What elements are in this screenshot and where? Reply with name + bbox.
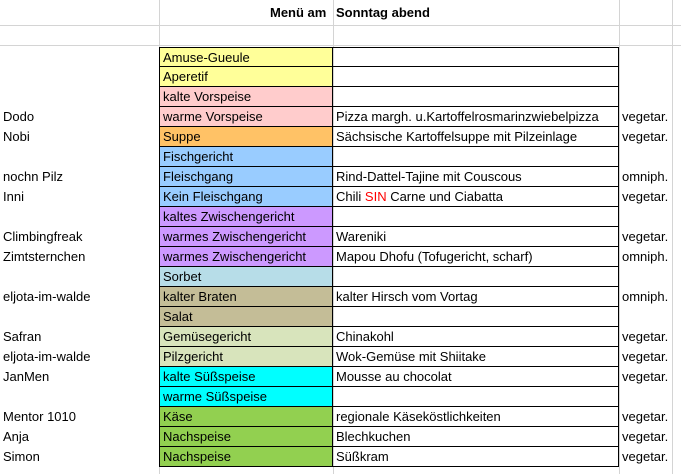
dish-cell[interactable] <box>333 67 619 87</box>
name-cell[interactable] <box>0 267 159 287</box>
dish-text: Chili <box>336 189 365 204</box>
course-cell[interactable]: Nachspeise <box>159 427 333 447</box>
title-part-2[interactable]: Sonntag abend <box>336 5 430 20</box>
name-cell[interactable] <box>0 307 159 327</box>
course-cell[interactable]: Sorbet <box>159 267 333 287</box>
course-cell[interactable]: warme Vorspeise <box>159 107 333 127</box>
dish-cell[interactable] <box>333 87 619 107</box>
dish-text: Carne und Ciabatta <box>386 189 503 204</box>
dish-cell[interactable] <box>333 187 619 207</box>
table-row <box>0 67 681 87</box>
diet-type-cell[interactable] <box>619 207 681 227</box>
table-row <box>0 407 681 427</box>
name-cell[interactable] <box>0 387 159 407</box>
table-row <box>0 247 681 267</box>
dish-cell[interactable] <box>333 47 619 67</box>
course-cell[interactable]: kalte Vorspeise <box>159 87 333 107</box>
diet-type-cell[interactable]: omniph. <box>622 289 669 304</box>
table-row <box>0 227 681 247</box>
table-row <box>0 387 681 407</box>
course-cell[interactable]: Nachspeise <box>159 447 333 467</box>
name-cell[interactable] <box>0 67 159 87</box>
diet-type-cell[interactable]: omniph. <box>622 169 669 184</box>
diet-type-cell[interactable]: vegetar. <box>622 369 669 384</box>
table-row <box>0 307 681 327</box>
table-row <box>0 367 681 387</box>
table-row <box>0 347 681 367</box>
dish-cell[interactable]: Rind-Dattel-Tajine mit Couscous <box>333 167 619 187</box>
name-cell[interactable]: Zimtsternchen <box>3 249 86 264</box>
course-cell[interactable]: Gemüsegericht <box>159 327 333 347</box>
name-cell[interactable]: Climbingfreak <box>3 229 83 244</box>
diet-type-cell[interactable] <box>619 67 681 87</box>
table-row <box>0 327 681 347</box>
dish-cell[interactable]: Mapou Dhofu (Tofugericht, scharf) <box>333 247 619 267</box>
course-cell[interactable]: warmes Zwischengericht <box>159 227 333 247</box>
dish-highlight-text: SIN <box>364 189 387 204</box>
diet-type-cell[interactable]: vegetar. <box>622 129 669 144</box>
diet-type-cell[interactable] <box>619 147 681 167</box>
dish-cell[interactable] <box>333 147 619 167</box>
dish-cell[interactable]: Mousse au chocolat <box>333 367 619 387</box>
title-part-1[interactable]: Menü am <box>270 5 327 20</box>
name-cell[interactable]: Safran <box>3 329 42 344</box>
diet-type-cell[interactable]: vegetar. <box>622 429 669 444</box>
dish-cell[interactable]: Sächsische Kartoffelsuppe mit Pilzeinlage <box>333 127 619 147</box>
diet-type-cell[interactable]: vegetar. <box>622 329 669 344</box>
diet-type-cell[interactable]: vegetar. <box>622 189 669 204</box>
table-row <box>0 47 681 67</box>
dish-cell[interactable]: regionale Käseköstlichkeiten <box>333 407 619 427</box>
name-cell[interactable]: nochn Pilz <box>3 169 63 184</box>
diet-type-cell[interactable] <box>619 47 681 67</box>
name-cell[interactable]: Mentor 1010 <box>3 409 76 424</box>
diet-type-cell[interactable]: vegetar. <box>622 109 669 124</box>
course-cell[interactable]: Fleischgang <box>159 167 333 187</box>
gridline <box>0 25 681 26</box>
dish-cell[interactable]: Blechkuchen <box>333 427 619 447</box>
course-cell[interactable]: Pilzgericht <box>159 347 333 367</box>
course-cell[interactable]: Fischgericht <box>159 147 333 167</box>
course-cell[interactable]: Suppe <box>159 127 333 147</box>
diet-type-cell[interactable]: vegetar. <box>622 409 669 424</box>
dish-cell[interactable]: Süßkram <box>333 447 619 467</box>
dish-cell[interactable] <box>333 307 619 327</box>
diet-type-cell[interactable] <box>619 267 681 287</box>
course-cell[interactable]: Kein Fleischgang <box>159 187 333 207</box>
name-cell[interactable] <box>0 207 159 227</box>
dish-cell[interactable] <box>333 387 619 407</box>
table-row <box>0 287 681 307</box>
name-cell[interactable]: Dodo <box>3 109 35 124</box>
gridline <box>0 45 681 46</box>
diet-type-cell[interactable] <box>619 87 681 107</box>
name-cell[interactable]: eljota-im-walde <box>3 289 91 304</box>
name-cell[interactable]: Anja <box>3 429 30 444</box>
dish-cell[interactable]: kalter Hirsch vom Vortag <box>333 287 619 307</box>
dish-cell[interactable] <box>333 267 619 287</box>
diet-type-cell[interactable]: vegetar. <box>622 229 669 244</box>
dish-cell[interactable]: Chinakohl <box>333 327 619 347</box>
dish-cell[interactable]: Pizza margh. u.Kartoffelrosmarinzwiebelpizza <box>333 107 619 127</box>
name-cell[interactable]: Simon <box>3 449 40 464</box>
course-cell[interactable]: Salat <box>159 307 333 327</box>
table-row <box>0 427 681 447</box>
table-row <box>0 167 681 187</box>
table-row <box>0 107 681 127</box>
name-cell[interactable] <box>0 87 159 107</box>
course-cell[interactable]: warmes Zwischengericht <box>159 247 333 267</box>
dish-cell[interactable]: Wok-Gemüse mit Shiitake <box>333 347 619 367</box>
course-cell[interactable]: Amuse-Gueule <box>159 47 333 67</box>
diet-type-cell[interactable]: vegetar. <box>622 349 669 364</box>
course-cell[interactable]: kalte Süßspeise <box>159 367 333 387</box>
diet-type-cell[interactable]: vegetar. <box>622 449 669 464</box>
course-cell[interactable]: warme Süßspeise <box>159 387 333 407</box>
table-row <box>0 87 681 107</box>
table-row <box>0 127 681 147</box>
table-row <box>0 187 681 207</box>
name-cell[interactable]: eljota-im-walde <box>3 349 91 364</box>
course-cell[interactable]: Käse <box>159 407 333 427</box>
course-cell[interactable]: kalter Braten <box>159 287 333 307</box>
diet-type-cell[interactable]: omniph. <box>622 249 669 264</box>
name-cell[interactable] <box>0 147 159 167</box>
course-cell[interactable]: Aperetif <box>159 67 333 87</box>
table-row <box>0 147 681 167</box>
diet-type-cell[interactable] <box>619 307 681 327</box>
table-row <box>0 447 681 467</box>
diet-type-cell[interactable] <box>619 387 681 407</box>
course-cell[interactable]: kaltes Zwischengericht <box>159 207 333 227</box>
dish-cell[interactable] <box>333 207 619 227</box>
name-cell[interactable]: Inni <box>3 189 24 204</box>
name-cell[interactable] <box>0 47 159 67</box>
name-cell[interactable]: JanMen <box>3 369 50 384</box>
table-row <box>0 267 681 287</box>
dish-cell[interactable]: Wareniki <box>333 227 619 247</box>
table-row <box>0 207 681 227</box>
name-cell[interactable]: Nobi <box>3 129 30 144</box>
